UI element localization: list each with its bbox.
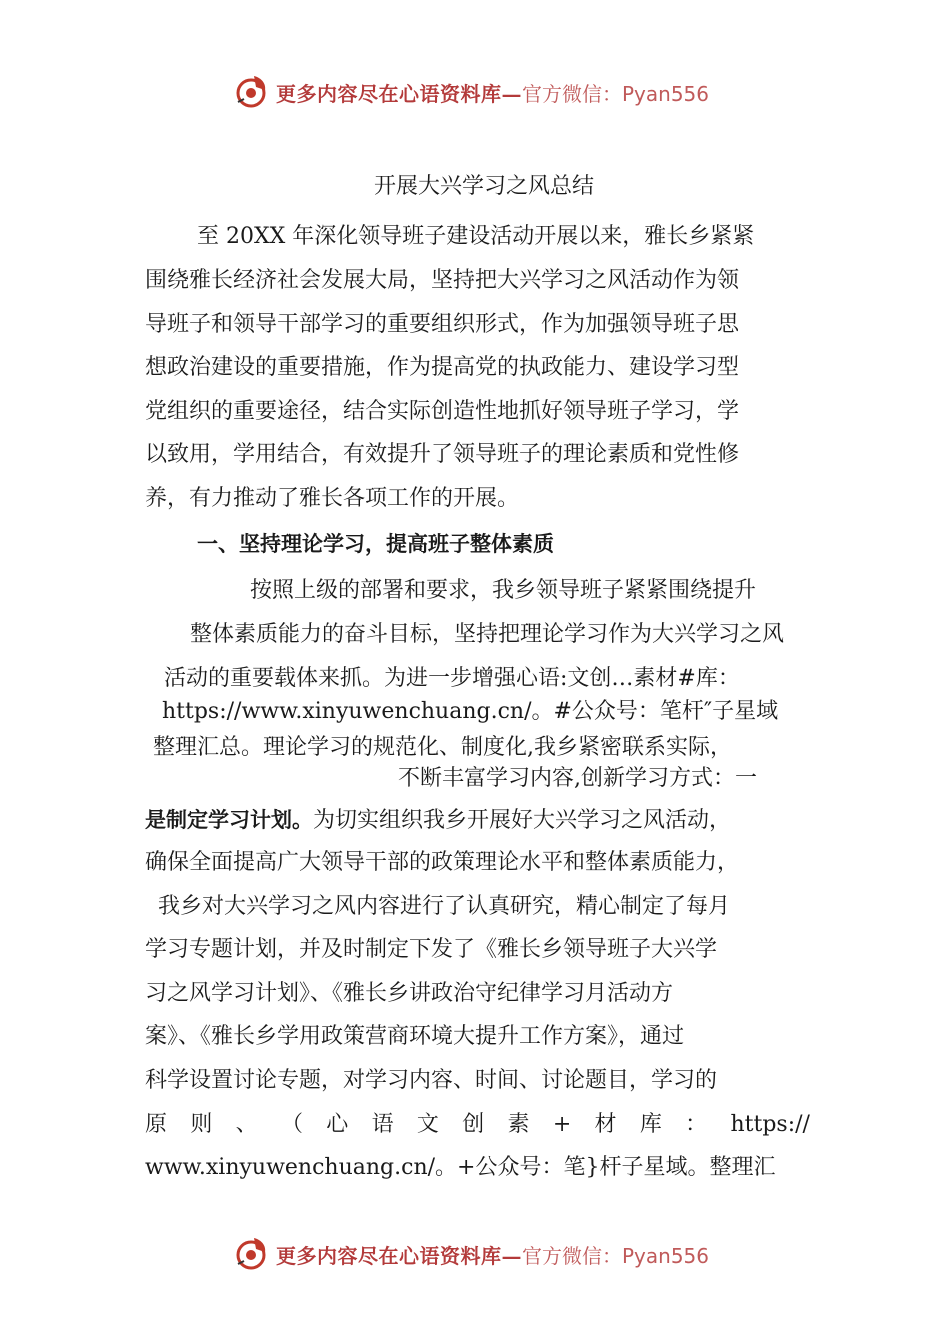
quill-circle-logo-icon — [232, 72, 272, 112]
spread-char: 素 — [507, 1112, 530, 1137]
banner-main-text: 更多内容尽在心语资料库— — [276, 1243, 522, 1268]
para3-line-8-justified — [145, 1110, 810, 1140]
para3-line-5: 习之风学习计划》、《雅长乡讲政治守纪律学习月活动方 — [145, 981, 674, 1006]
spread-char: 心 — [326, 1112, 349, 1137]
para3-line-9: www.xinyuwenchuang.cn/。+公众号：笔}杆子星域。整理汇 — [145, 1155, 776, 1180]
para3-line-1-rest: 为切实组织我乡开展好大兴学习之风活动， — [313, 808, 732, 833]
para1-line-4: 想政治建设的重要措施，作为提高党的执政能力、建设学习型 — [145, 355, 740, 380]
spread-char: 文 — [416, 1112, 439, 1137]
header-banner — [232, 72, 709, 112]
banner-wechat-text: 官方微信：Pyan556 — [522, 1243, 710, 1268]
spread-char: 库 — [639, 1112, 662, 1137]
para2-line-6: 不断丰富学习内容,创新学习方式：一 — [398, 766, 757, 791]
footer-banner — [232, 1234, 709, 1274]
section-heading-1: 一、坚持理论学习，提高班子整体素质 — [197, 532, 554, 556]
para2-line-1: 按照上级的部署和要求，我乡领导班子紧紧围绕提升 — [250, 578, 757, 603]
para1-line-5: 党组织的重要途径，结合实际创造性地抓好领导班子学习，学 — [145, 399, 740, 424]
para1-line-3: 导班子和领导干部学习的重要组织形式，作为加强领导班子思 — [145, 312, 740, 337]
document-title: 开展大兴学习之风总结 — [374, 174, 595, 199]
spread-char: + — [552, 1112, 572, 1137]
para1-line-1: 至 20XX 年深化领导班子建设活动开展以来，雅长乡紧紧 — [197, 224, 755, 249]
para3-line-6: 案》、《雅长乡学用政策营商环境大提升工作方案》，通过 — [145, 1024, 685, 1049]
banner-main-text: 更多内容尽在心语资料库— — [276, 81, 522, 106]
para3-line-1 — [145, 805, 731, 836]
spread-char: 材 — [594, 1112, 617, 1137]
para2-line-3: 活动的重要载体来抓。为进一步增强心语:文创…素材#库： — [164, 666, 740, 691]
spread-char: 原 — [145, 1112, 168, 1137]
para1-line-6: 以致用，学用结合，有效提升了领导班子的理论素质和党性修 — [145, 442, 740, 467]
para3-line-7: 科学设置讨论专题，对学习内容、时间、讨论题目，学习的 — [145, 1068, 718, 1093]
spread-char: （ — [280, 1112, 303, 1137]
spread-char: ： — [685, 1112, 708, 1137]
spread-char: 、 — [235, 1112, 258, 1137]
para3-line-4: 学习专题计划，并及时制定下发了《雅长乡领导班子大兴学 — [145, 937, 718, 962]
para1-line-7: 养，有力推动了雅长各项工作的开展。 — [145, 486, 520, 511]
spread-char: 则 — [190, 1112, 213, 1137]
spread-url: https:// — [730, 1112, 810, 1137]
para3-line-2: 确保全面提高广大领导干部的政策理论水平和整体素质能力， — [145, 850, 740, 875]
para1-line-2: 围绕雅长经济社会发展大局，坚持把大兴学习之风活动作为领 — [145, 268, 740, 293]
bold-lead-text: 是制定学习计划。 — [145, 808, 313, 832]
para3-line-3: 我乡对大兴学习之风内容进行了认真研究，精心制定了每月 — [158, 894, 731, 919]
spread-char: 语 — [371, 1112, 394, 1137]
para2-line-5: 整理汇总。理论学习的规范化、制度化,我乡紧密联系实际， — [153, 735, 732, 760]
quill-circle-logo-icon — [232, 1234, 272, 1274]
para2-line-4: https://www.xinyuwenchuang.cn/。#公众号：笔杆″子星域 — [162, 699, 779, 724]
banner-wechat-text: 官方微信：Pyan556 — [522, 81, 710, 106]
para2-line-2: 整体素质能力的奋斗目标，坚持把理论学习作为大兴学习之风 — [190, 622, 785, 647]
spread-char: 创 — [462, 1112, 485, 1137]
